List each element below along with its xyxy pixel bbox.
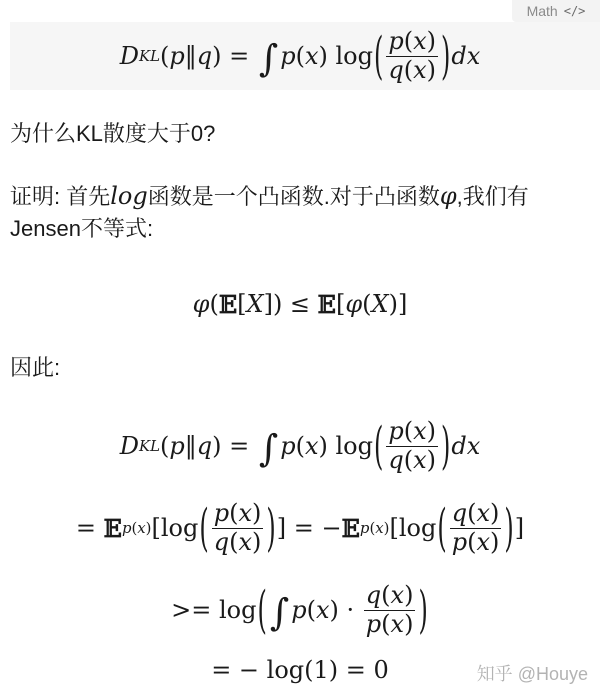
derivation-line-3: >= log ( ∫ p ( x ) · $\frac{q(x)}{p(x)}$ ) [171,580,428,640]
proof-log: log [110,182,148,210]
math-badge[interactable] [512,0,600,22]
watermark: 知乎 @Houye [476,664,588,684]
proof-paragraph [10,180,590,245]
derivation-line-2: = 𝔼 p(x) [log ( $\frac{p(x)}{q(x)}$ ) ] = − 𝔼 p(x) [log ( $\frac{q(x)}{p(x)}$ ) ] [75,498,525,558]
code-icon: </> [563,4,586,18]
kl-formula: D KL ( p ‖ q ) = ∫ p ( x ) log ( $\frac{p(x)}{q(x)}$ ) dx [119,26,481,86]
question-text: 为什么KL散度大于0? [10,121,216,146]
proof-mid: 函数是一个凸函数.对于凸函数 [147,184,440,209]
proof-prefix: 证明: 首先 [10,184,111,209]
math-badge-label: Math [526,3,558,19]
proof-suffix: ,我们有 [456,184,529,209]
jensen-formula: φ ( 𝔼 [ X ]) ≤ 𝔼 [ φ ( X )] [192,289,408,319]
therefore-text: 因此: [10,355,61,380]
jensen-label: Jensen不等式: [10,216,154,241]
proof-phi: φ [439,182,457,210]
derivation-line-1: D KL ( p ‖ q ) = ∫ p ( x ) log ( $\frac{p(x)}{q(x)}$ ) dx [119,416,481,476]
derivation-line-4: = − log(1) = 0 [211,656,389,684]
